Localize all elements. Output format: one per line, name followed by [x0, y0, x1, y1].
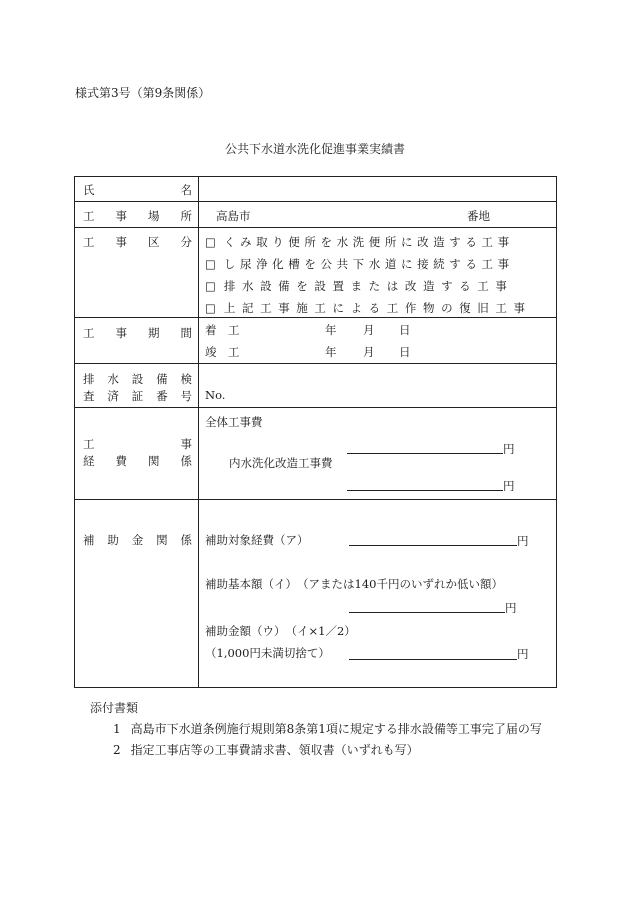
label-char: 関 — [156, 533, 168, 547]
checkbox-icon[interactable]: □ — [205, 279, 216, 293]
label-subsidy — [75, 500, 199, 688]
label-char: 済 — [107, 389, 119, 403]
certificate-field[interactable] — [199, 364, 557, 408]
label-char: 金 — [131, 533, 144, 547]
label-char: 関 — [148, 454, 160, 468]
sub-cost-line[interactable] — [347, 490, 503, 491]
checkbox-icon[interactable]: □ — [205, 235, 216, 249]
start-year: 年 — [325, 323, 337, 337]
end-day: 日 — [399, 345, 411, 359]
label-char: 事 — [115, 326, 127, 340]
option-label: 上記工事施工による工作物の復旧工事 — [223, 301, 532, 315]
row-certificate — [75, 364, 557, 408]
label-char: 水 — [107, 372, 119, 386]
label-char: 工 — [83, 326, 95, 340]
start-month: 月 — [363, 323, 375, 337]
attachment-text: 指定工事店等の工事費請求書、領収書（いずれも写） — [130, 743, 419, 757]
attachment-item — [113, 741, 419, 758]
label-char: 事 — [115, 209, 127, 223]
label-char: 工 — [83, 235, 95, 249]
subsidy-field[interactable] — [199, 500, 557, 688]
label-char: 係 — [180, 454, 192, 468]
option-label: くみ取り便所を水洗便所に改造する工事 — [223, 235, 514, 249]
label-char: 所 — [180, 209, 192, 223]
subsidy-c-yen: 円 — [517, 647, 529, 661]
end-label: 竣 工 — [205, 345, 240, 359]
label-char: 氏 — [83, 183, 95, 197]
period-field[interactable] — [199, 318, 557, 364]
location-field[interactable] — [199, 202, 557, 228]
category-option-2[interactable] — [205, 256, 514, 272]
label-char: 証 — [131, 389, 144, 403]
option-label: し尿浄化槽を公共下水道に接続する工事 — [223, 257, 514, 271]
cost-field[interactable] — [199, 408, 557, 500]
attachment-item — [113, 720, 542, 737]
total-cost-yen: 円 — [503, 442, 515, 456]
checkbox-icon[interactable]: □ — [205, 257, 216, 271]
category-option-3[interactable] — [205, 278, 513, 294]
row-period — [75, 318, 557, 364]
label-char: 期 — [148, 326, 160, 340]
name-field[interactable] — [199, 177, 557, 202]
subsidy-c-label: 補助金額（ウ） （イ×1／2） — [205, 624, 356, 638]
subsidy-c-note: （1,000円未満切捨て） — [205, 646, 330, 660]
label-char: 査 — [83, 389, 95, 403]
document-title: 公共下水道水洗化促進事業実績書 — [224, 142, 405, 156]
attachment-num: 1 — [113, 722, 121, 736]
label-char: 備 — [156, 372, 168, 386]
subsidy-b-yen: 円 — [505, 601, 517, 615]
label-char: 費 — [115, 454, 127, 468]
total-cost-label: 全体工事費 — [205, 415, 263, 429]
label-cost — [75, 408, 199, 500]
subsidy-b-label: 補助基本額（イ） （アまたは140千円のいずれか低い額） — [205, 577, 503, 591]
row-subsidy — [75, 500, 557, 688]
category-option-1[interactable] — [205, 234, 514, 250]
row-location — [75, 202, 557, 228]
row-category — [75, 228, 557, 318]
subsidy-a-line[interactable] — [349, 545, 517, 546]
start-label: 着 工 — [205, 323, 240, 337]
label-char: 事 — [115, 235, 127, 249]
attachments-title: 添付書類 — [90, 701, 139, 715]
option-label: 排水設備を設置または改造する工事 — [223, 279, 514, 293]
subsidy-a-label: 補助対象経費（ア） — [205, 533, 309, 547]
banchi-label: 番地 — [467, 209, 490, 223]
label-char: 係 — [180, 533, 192, 547]
label-char: 場 — [148, 209, 160, 223]
report-table — [74, 176, 557, 688]
row-name — [75, 177, 557, 202]
label-char: 工 — [83, 437, 95, 451]
certificate-no: No. — [205, 388, 226, 402]
label-category — [75, 228, 199, 318]
checkbox-icon[interactable]: □ — [205, 301, 216, 315]
label-char: 間 — [180, 326, 192, 340]
label-certificate — [75, 364, 199, 408]
subsidy-c-line[interactable] — [349, 659, 517, 660]
label-char: 検 — [180, 372, 192, 386]
label-period — [75, 318, 199, 364]
label-char: 号 — [180, 389, 192, 403]
label-location — [75, 202, 199, 228]
label-char: 経 — [83, 454, 95, 468]
label-name — [75, 177, 199, 202]
sub-cost-yen: 円 — [503, 479, 515, 493]
attachment-text: 高島市下水道条例施行規則第8条第1項に規定する排水設備等工事完了届の写 — [130, 722, 542, 736]
label-char: 工 — [83, 209, 95, 223]
category-options — [199, 228, 557, 318]
category-option-4[interactable] — [205, 300, 532, 316]
label-char: 事 — [180, 437, 192, 451]
subsidy-b-line[interactable] — [349, 612, 505, 613]
label-char: 分 — [180, 235, 192, 249]
label-char: 排 — [83, 372, 95, 386]
label-char: 補 — [83, 533, 95, 547]
total-cost-line[interactable] — [347, 453, 503, 454]
label-char: 助 — [107, 533, 119, 547]
sub-cost-label: 内水洗化改造工事費 — [229, 456, 333, 470]
subsidy-a-yen: 円 — [517, 534, 529, 548]
label-char: 番 — [156, 389, 168, 403]
end-month: 月 — [363, 345, 375, 359]
label-char: 名 — [180, 183, 192, 197]
start-day: 日 — [399, 323, 411, 337]
row-cost — [75, 408, 557, 500]
form-number: 様式第3号（第9条関係） — [75, 86, 211, 100]
city-name: 高島市 — [216, 209, 251, 223]
attachment-num: 2 — [113, 743, 121, 757]
label-char: 設 — [131, 372, 144, 386]
end-year: 年 — [325, 345, 337, 359]
label-char: 区 — [148, 235, 160, 249]
